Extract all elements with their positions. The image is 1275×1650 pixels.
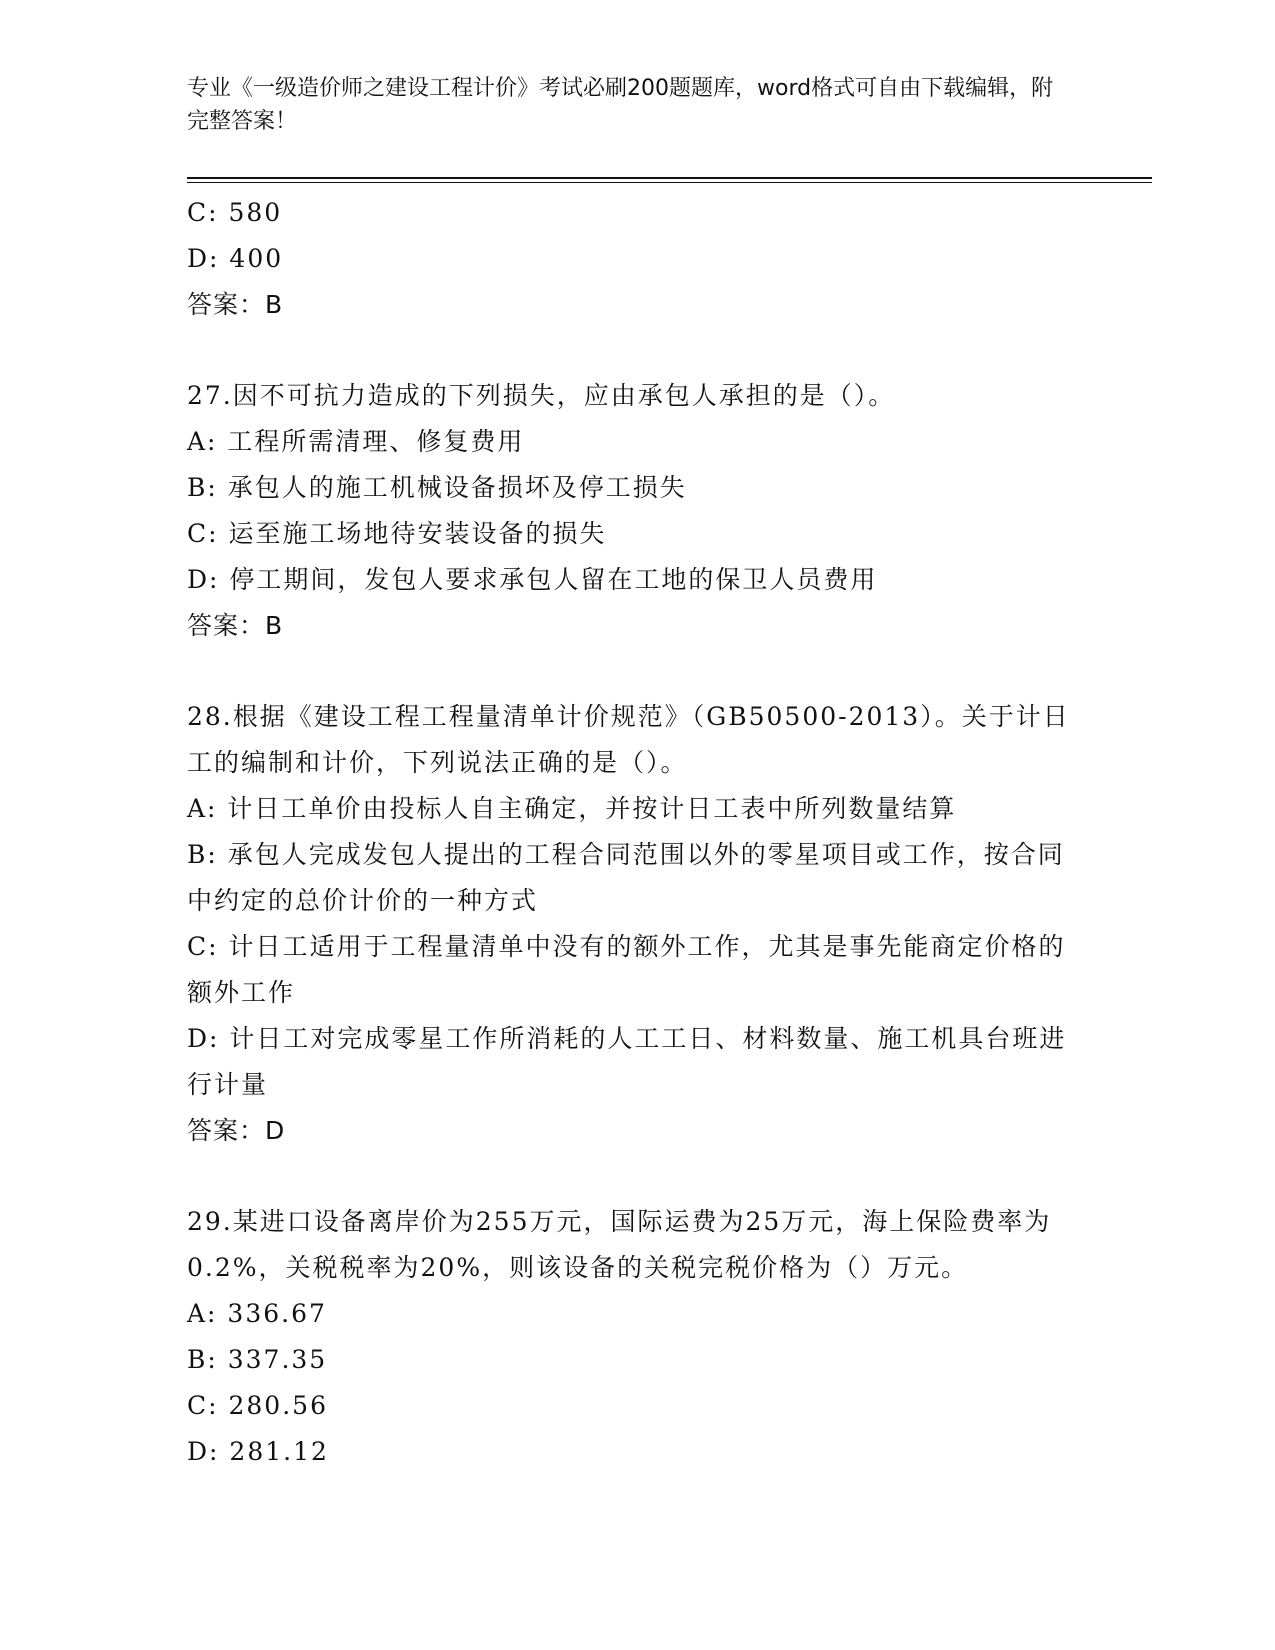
answer: 答案：D	[187, 1116, 286, 1145]
question-28	[187, 694, 1077, 1154]
header-divider-thick	[187, 177, 1152, 179]
option-d: D: 400	[187, 244, 284, 273]
answer: 答案：B	[187, 290, 284, 319]
option-c: C: 280.56	[187, 1391, 328, 1420]
option-d: D: 停工期间，发包人要求承包人留在工地的保卫人员费用	[187, 565, 878, 594]
option-c: C: 580	[187, 198, 283, 227]
option-a: A: 计日工单价由投标人自主确定，并按计日工表中所列数量结算	[187, 794, 957, 823]
option-b: B: 承包人完成发包人提出的工程合同范围以外的零星项目或工作，按合同中约定的总价计价的一种方式	[187, 840, 1065, 915]
option-b: B: 337.35	[187, 1345, 328, 1374]
option-a: A: 336.67	[187, 1299, 327, 1328]
answer: 答案：B	[187, 611, 284, 640]
question-title: 27.因不可抗力造成的下列损失，应由承包人承担的是（）。	[187, 381, 896, 410]
question-27	[187, 373, 1077, 649]
question-29	[187, 1199, 1077, 1475]
continued-question	[187, 190, 1077, 328]
question-content	[187, 190, 1077, 1475]
question-title: 28.根据《建设工程工程量清单计价规范》（GB50500-2013）。关于计日工的编制和计价，下列说法正确的是（）。	[187, 702, 1070, 777]
option-d: D: 281.12	[187, 1437, 329, 1466]
spacer	[187, 328, 1077, 373]
option-d: D: 计日工对完成零星工作所消耗的人工工日、材料数量、施工机具台班进行计量	[187, 1024, 1067, 1099]
option-a: A: 工程所需清理、修复费用	[187, 427, 525, 456]
question-title: 29.某进口设备离岸价为255万元，国际运费为25万元，海上保险费率为0.2%，关税税率为20%，则该设备的关税完税价格为（）万元。	[187, 1207, 1052, 1282]
header-title: 专业《一级造价师之建设工程计价》考试必刷200题题库，word格式可自由下载编辑，附完整答案！	[187, 76, 1054, 134]
header-divider-thin	[187, 182, 1152, 183]
spacer	[187, 1154, 1077, 1199]
spacer	[187, 649, 1077, 694]
document-header	[187, 72, 1067, 138]
option-b: B: 承包人的施工机械设备损坏及停工损失	[187, 473, 687, 502]
option-c: C: 运至施工场地待安装设备的损失	[187, 519, 607, 548]
option-c: C: 计日工适用于工程量清单中没有的额外工作，尤其是事先能商定价格的额外工作	[187, 932, 1066, 1007]
